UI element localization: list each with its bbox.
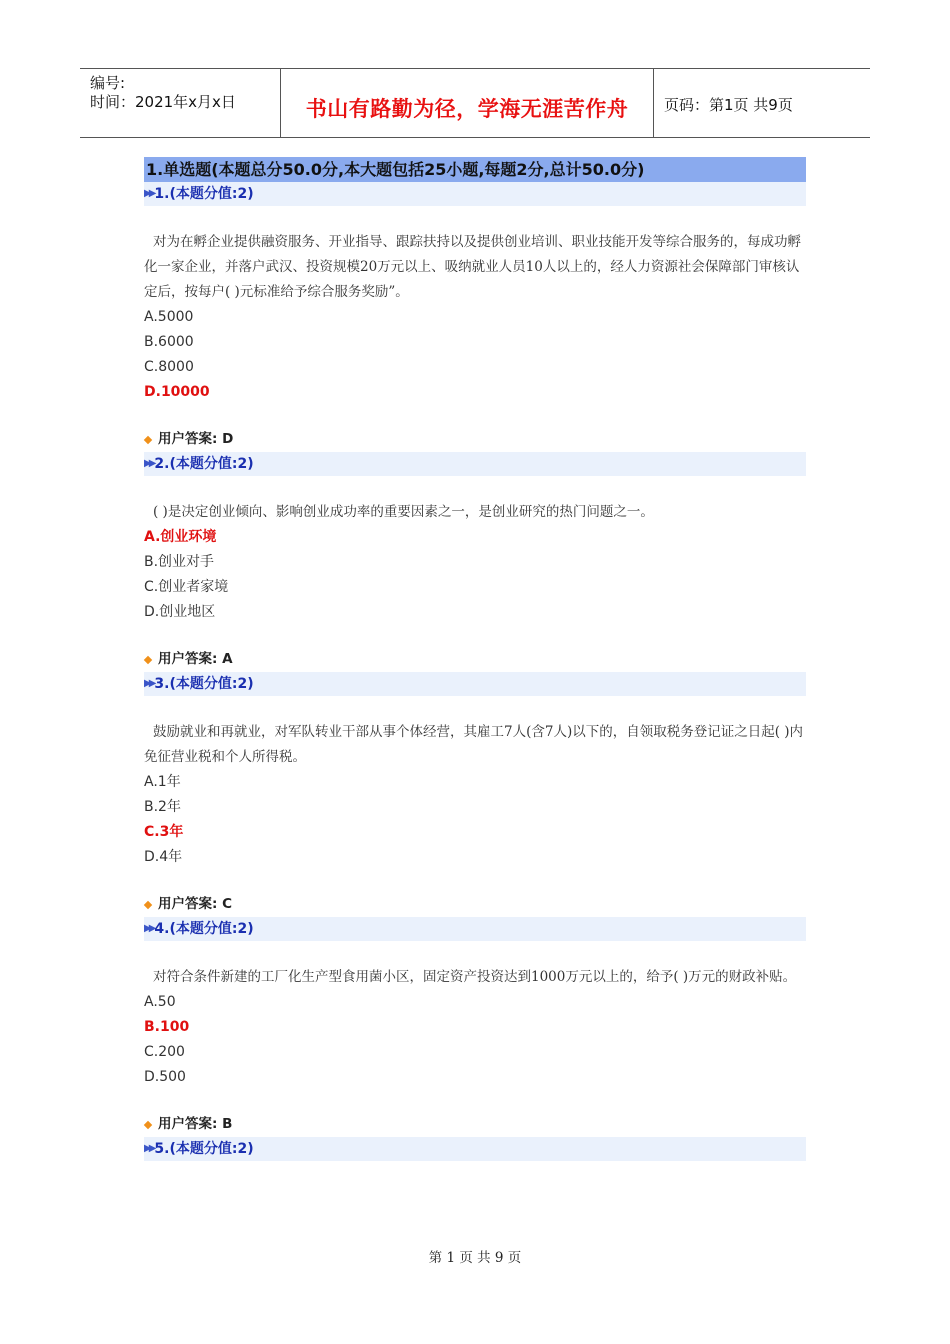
diamond-bullet-icon xyxy=(144,900,152,908)
answer-option: B.创业对手 xyxy=(144,554,215,570)
question-block xyxy=(144,672,806,917)
answer-option: B.6000 xyxy=(144,334,194,350)
answer-option: D.500 xyxy=(144,1069,186,1085)
user-answer xyxy=(144,427,806,452)
page-number-label: 页码：第1页 共9页 xyxy=(664,96,793,114)
section-title: 1.单选题(本题总分50.0分,本大题包括25小题,每题2分,总计50.0分) xyxy=(144,157,806,182)
motto: 书山有路勤为径，学海无涯苦作舟 xyxy=(305,96,629,121)
question-header-label: 3.(本题分值:2) xyxy=(154,676,254,692)
question-header-label: 2.(本题分值:2) xyxy=(154,456,254,472)
user-answer xyxy=(144,892,806,917)
question-stem: 对符合条件新建的工厂化生产型食用菌小区，固定资产投资达到1000万元以上的，给予( )万元的财政补贴。 xyxy=(153,969,797,985)
diamond-bullet-icon xyxy=(144,655,152,663)
double-arrow-icon: ▶▶ xyxy=(144,678,154,689)
question-header-label: 5.(本题分值:2) xyxy=(154,1141,254,1157)
double-arrow-icon: ▶▶ xyxy=(144,458,154,469)
time-label: 时间：2021年x月x日 xyxy=(90,93,236,111)
question-header xyxy=(144,182,806,206)
answer-option: C.8000 xyxy=(144,359,194,375)
exam-content xyxy=(144,157,806,1161)
answer-option: C.3年 xyxy=(144,824,184,840)
question-header xyxy=(144,672,806,696)
answer-option: A.50 xyxy=(144,994,176,1010)
answer-option: D.4年 xyxy=(144,849,183,865)
header-cell-info xyxy=(80,69,281,137)
question-block xyxy=(144,1137,806,1161)
user-answer-label: 用户答案: A xyxy=(158,651,233,667)
question-block xyxy=(144,917,806,1137)
page-footer: 第 1 页 共 9 页 xyxy=(428,1250,522,1266)
question-header-label: 4.(本题分值:2) xyxy=(154,921,254,937)
answer-option: B.2年 xyxy=(144,799,181,815)
page-header xyxy=(80,68,870,138)
question-header xyxy=(144,1137,806,1161)
diamond-bullet-icon xyxy=(144,435,152,443)
answer-option: C.创业者家境 xyxy=(144,579,229,595)
answer-option: D.10000 xyxy=(144,384,210,400)
question-header xyxy=(144,917,806,941)
header-cell-page xyxy=(654,69,870,137)
question-header-label: 1.(本题分值:2) xyxy=(154,186,254,202)
user-answer xyxy=(144,647,806,672)
question-block xyxy=(144,182,806,452)
answer-option: B.100 xyxy=(144,1019,190,1035)
question-header xyxy=(144,452,806,476)
double-arrow-icon: ▶▶ xyxy=(144,1143,154,1154)
question-block xyxy=(144,452,806,672)
double-arrow-icon: ▶▶ xyxy=(144,188,154,199)
header-cell-motto xyxy=(281,69,654,137)
question-list xyxy=(144,182,806,1161)
diamond-bullet-icon xyxy=(144,1120,152,1128)
question-stem: ( )是决定创业倾向、影响创业成功率的重要因素之一，是创业研究的热门问题之一。 xyxy=(153,504,654,520)
answer-option: C.200 xyxy=(144,1044,185,1060)
user-answer-label: 用户答案: B xyxy=(158,1116,233,1132)
answer-option: D.创业地区 xyxy=(144,604,216,620)
answer-option: A.创业环境 xyxy=(144,529,217,545)
question-stem: 对为在孵企业提供融资服务、开业指导、跟踪扶持以及提供创业培训、职业技能开发等综合服务的，每成功孵化一家企业，并落户武汉、投资规模20万元以上、吸纳就业人员10人以上的，经人力资源社会保障部门审核认定后，按每户( )元标准给予综合服务奖励”。 xyxy=(144,234,801,300)
user-answer-label: 用户答案: D xyxy=(158,431,234,447)
question-stem: 鼓励就业和再就业，对军队转业干部从事个体经营，其雇工7人(含7人)以下的，自领取税务登记证之日起( )内免征营业税和个人所得税。 xyxy=(144,724,804,765)
answer-option: A.5000 xyxy=(144,309,194,325)
answer-option: A.1年 xyxy=(144,774,181,790)
serial-label: 编号: xyxy=(90,74,126,92)
user-answer-label: 用户答案: C xyxy=(158,896,233,912)
double-arrow-icon: ▶▶ xyxy=(144,923,154,934)
user-answer xyxy=(144,1112,806,1137)
